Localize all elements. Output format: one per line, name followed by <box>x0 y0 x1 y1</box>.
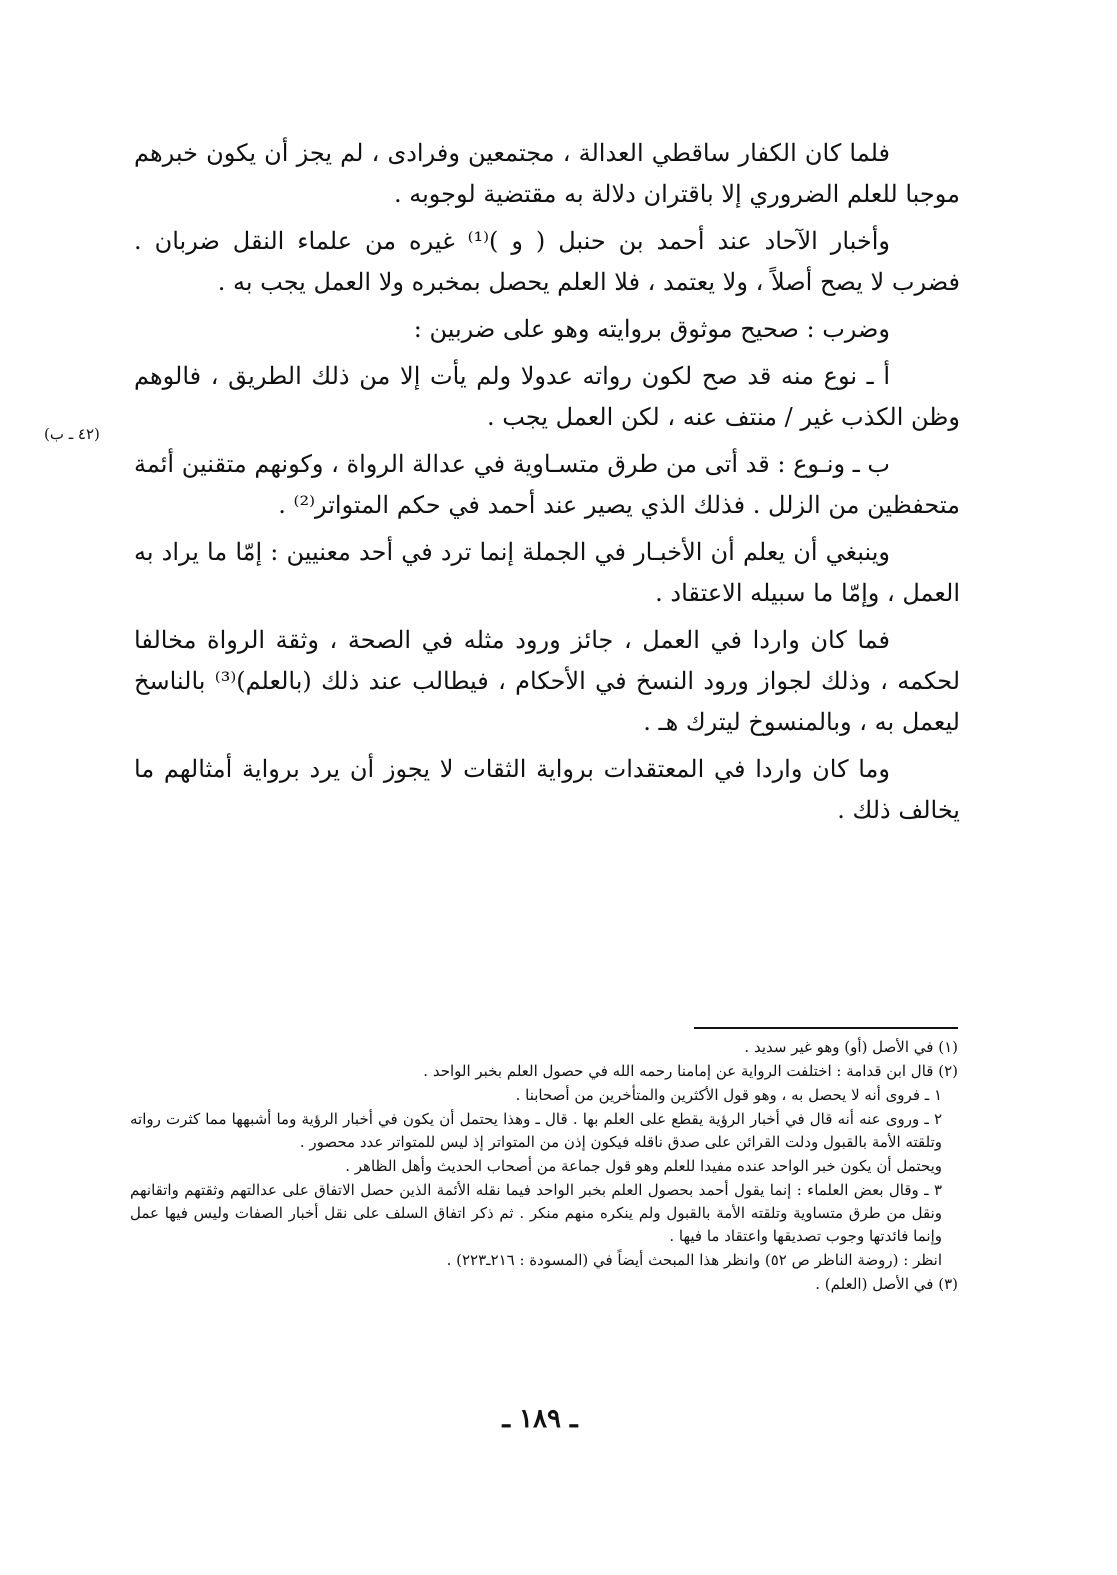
paragraph-8: وما كان واردا في المعتقدات برواية الثقات لا يجوز أن يرد برواية أمثالهم ما يخالف ذلك . <box>134 755 960 824</box>
footnote-1: (١) في الأصل (أو) وهو غير سديد . <box>744 1038 958 1056</box>
main-text-body <box>134 133 960 837</box>
footnote-2-reference: انظر : (روضة الناظر ص ٥٢) وانظر هذا المبحث أيضاً في (المسودة : ٢١٦ـ٢٢٣) . <box>446 1251 942 1269</box>
manuscript-folio-note: (٤٢ ـ ب) <box>44 425 100 443</box>
footnote-3: (٣) في الأصل (العلم) . <box>815 1275 958 1293</box>
footnote-2: (٢) قال ابن قدامة : اختلفت الرواية عن إمامنا رحمه الله في حصول العلم بخبر الواحد . <box>423 1062 958 1080</box>
footnote-2-note: ويحتمل أن يكون خبر الواحد عنده مفيدا للعلم وهو قول جماعة من أصحاب الحديث وأهل الظاهر . <box>345 1157 942 1175</box>
paragraph-2: وأخبار الآحاد عند أحمد بن حنبل ( و )⁽¹⁾ غيره من علماء النقل ضربان . فضرب لا يصح أصلاً ، ولا يعتمد ، فلا العلم يحصل بمخبره ولا العمل يجب به . <box>134 227 960 296</box>
paragraph-4: أ ـ نوع منه قد صح لكون رواته عدولا ولم يأت إلا من ذلك الطريق ، فالوهم وظن الكذب غير / منتف عنه ، لكن العمل يجب . <box>134 362 960 431</box>
footnote-2-item-2: ٢ ـ وروى عنه أنه قال في أخبار الرؤية يقطع على العلم بها . قال ـ وهذا يحتمل أن يكون في أخبار الرؤية وما أشبهها مما كثرت رواته وتلقته الأمة بالقبول ودلت القرائن على صدق ناقله فيكون إذن من المتواتر إذ ليس للمتواتر عدد محصور . <box>130 1110 942 1151</box>
footnote-2-item-3: ٣ ـ وقال بعض العلماء : إنما يقول أحمد بحصول العلم بخبر الواحد فيما نقله الأئمة الذين حصل الاتفاق على عدالتهم وثقتهم واتقانهم ونقل من طرق متساوية وتلقته الأمة بالقبول ولم ينكره منهم منكر . ثم ذكر اتفاق السلف على نقل أخبار الصفات وليس فيها عمل وإنما فائدتها وجوب تصديقها واعتقاد ما فيها . <box>130 1181 942 1245</box>
footnotes-block <box>130 1036 958 1297</box>
page-number: ـ ١٨٩ ـ <box>502 1404 578 1434</box>
paragraph-1: فلما كان الكفار ساقطي العدالة ، مجتمعين وفرادى ، لم يجز أن يكون خبرهم موجبا للعلم الضروري إلا باقتران دلالة به مقتضية لوجوبه . <box>134 139 960 208</box>
paragraph-7: فما كان واردا في العمل ، جائز ورود مثله في الصحة ، وثقة الرواة مخالفا لحكمه ، وذلك لجواز ورود النسخ في الأحكام ، فيطالب عند ذلك (بالعلم)⁽³⁾ بالناسخ ليعمل به ، وبالمنسوخ ليترك هـ . <box>134 626 961 736</box>
paragraph-6: وينبغي أن يعلم أن الأخبـار في الجملة إنما ترد في أحد معنيين : إمّا ما يراد به العمل ، وإمّا ما سبيله الاعتقاد . <box>134 538 960 607</box>
paragraph-5: ب ـ ونـوع : قد أتى من طرق متسـاوية في عدالة الرواة ، وكونهم متقنين أئمة متحفظين من الزلل . فذلك الذي يصير عند أحمد في حكم المتواتر⁽²⁾ . <box>134 450 960 519</box>
footnote-separator <box>694 1027 958 1029</box>
paragraph-3: وضرب : صحيح موثوق بروايته وهو على ضربين : <box>413 315 890 343</box>
footnote-2-item-1: ١ ـ فروى أنه لا يحصل به ، وهو قول الأكثرين والمتأخرين من أصحابنا . <box>515 1086 942 1104</box>
